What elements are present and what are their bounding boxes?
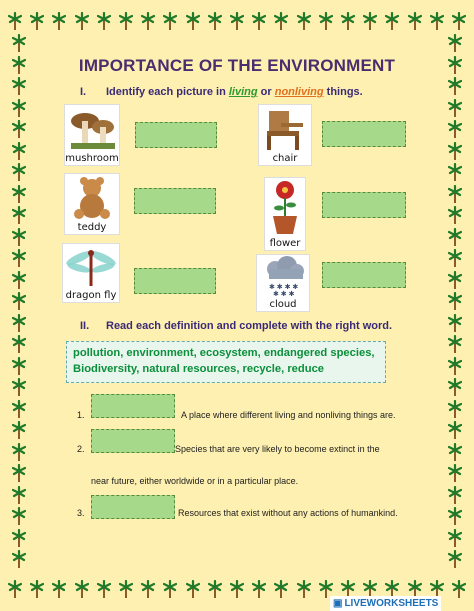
palm-tree-icon xyxy=(12,228,26,246)
palm-tree-icon xyxy=(452,580,466,598)
cloud-icon xyxy=(257,255,309,297)
cloud-label: cloud xyxy=(269,299,297,310)
mushroom-answer-field[interactable] xyxy=(135,122,217,148)
palm-tree-icon xyxy=(448,464,462,482)
question-1-text: A place where different living and nonliving things are. xyxy=(181,410,396,420)
cloud-picture xyxy=(256,254,310,312)
palm-tree-icon xyxy=(8,580,22,598)
palm-tree-icon xyxy=(448,249,462,267)
palm-tree-icon xyxy=(12,507,26,525)
palm-tree-icon xyxy=(252,12,266,30)
palm-tree-icon xyxy=(12,421,26,439)
instruction-end: things. xyxy=(323,86,363,98)
palm-tree-icon xyxy=(297,12,311,30)
word-bank-line-1: pollution, environment, ecosystem, endangered species, xyxy=(73,347,375,359)
palm-tree-icon xyxy=(12,357,26,375)
question-1-answer-field[interactable] xyxy=(91,394,175,418)
palm-tree-icon xyxy=(12,77,26,95)
palm-tree-icon xyxy=(12,378,26,396)
palm-tree-icon xyxy=(208,12,222,30)
palm-tree-icon xyxy=(97,12,111,30)
chair-label: chair xyxy=(272,153,298,164)
palm-tree-icon xyxy=(75,580,89,598)
instruction-or: or xyxy=(257,86,275,98)
question-2-text: Species that are very likely to become extinct in the xyxy=(175,444,380,454)
word-bank xyxy=(66,341,386,383)
palm-tree-icon xyxy=(274,580,288,598)
section-2-text: Read each definition and complete with the right word. xyxy=(106,320,393,332)
svg-text:✱ ✱ ✱: ✱ ✱ ✱ xyxy=(273,291,295,297)
palm-tree-icon xyxy=(448,314,462,332)
flower-label: flower xyxy=(269,238,301,249)
palm-tree-icon xyxy=(12,120,26,138)
teddy-picture xyxy=(64,173,120,235)
section-2-instruction xyxy=(80,320,392,332)
palm-tree-icon xyxy=(448,228,462,246)
palm-tree-icon xyxy=(448,378,462,396)
palm-tree-icon xyxy=(12,529,26,547)
question-2-number: 2. xyxy=(77,444,85,454)
instruction-text: Identify each picture in xyxy=(106,86,229,98)
palm-tree-icon xyxy=(12,163,26,181)
palm-tree-icon xyxy=(230,12,244,30)
mushroom-label: mushroom xyxy=(65,153,119,164)
palm-tree-icon xyxy=(12,400,26,418)
palm-tree-icon xyxy=(448,142,462,160)
palm-tree-icon xyxy=(252,580,266,598)
palm-tree-icon xyxy=(12,206,26,224)
brand-text: LIVEWORKSHEETS xyxy=(344,598,439,609)
palm-tree-icon xyxy=(119,12,133,30)
palm-tree-icon xyxy=(448,357,462,375)
palm-tree-icon xyxy=(163,580,177,598)
mushroom-icon xyxy=(65,105,119,153)
palm-tree-icon xyxy=(230,580,244,598)
question-3-number: 3. xyxy=(77,508,85,518)
question-1-number: 1. xyxy=(77,410,85,420)
flower-answer-field[interactable] xyxy=(322,192,406,218)
palm-tree-icon xyxy=(448,77,462,95)
palm-tree-icon xyxy=(12,271,26,289)
word-bank-line-2: Biodiversity, natural resources, recycle, reduce xyxy=(73,363,325,375)
dragonfly-label: dragon fly xyxy=(65,290,117,301)
palm-tree-icon xyxy=(448,443,462,461)
palm-tree-icon xyxy=(12,464,26,482)
palm-tree-icon xyxy=(141,580,155,598)
section-1-instruction xyxy=(80,86,363,98)
question-2-text-continued: near future, either worldwide or in a particular place. xyxy=(91,476,299,486)
section-2-number: II. xyxy=(80,320,90,332)
palm-tree-icon xyxy=(448,120,462,138)
palm-tree-icon xyxy=(341,12,355,30)
liveworksheets-icon: ▣ xyxy=(333,598,343,609)
palm-tree-icon xyxy=(12,34,26,52)
chair-icon xyxy=(259,105,311,153)
chair-picture xyxy=(258,104,312,166)
palm-tree-icon xyxy=(12,99,26,117)
palm-tree-icon xyxy=(12,142,26,160)
palm-tree-icon xyxy=(12,314,26,332)
palm-tree-icon xyxy=(448,335,462,353)
palm-tree-icon xyxy=(448,206,462,224)
palm-tree-icon xyxy=(448,507,462,525)
palm-tree-icon xyxy=(448,185,462,203)
palm-tree-icon xyxy=(448,421,462,439)
mushroom-picture xyxy=(64,104,120,166)
question-2-answer-field[interactable] xyxy=(91,429,175,453)
palm-tree-icon xyxy=(385,12,399,30)
palm-tree-icon xyxy=(274,12,288,30)
palm-tree-icon xyxy=(12,185,26,203)
svg-text:✱ ✱ ✱ ✱: ✱ ✱ ✱ ✱ xyxy=(269,284,299,291)
palm-tree-icon xyxy=(448,400,462,418)
palm-tree-icon xyxy=(448,99,462,117)
palm-tree-icon xyxy=(75,12,89,30)
palm-tree-icon xyxy=(12,292,26,310)
palm-tree-icon xyxy=(448,271,462,289)
palm-tree-icon xyxy=(12,486,26,504)
cloud-answer-field[interactable] xyxy=(322,262,406,288)
palm-tree-icon xyxy=(12,443,26,461)
palm-tree-icon xyxy=(448,550,462,568)
palm-tree-icon xyxy=(408,12,422,30)
question-3-answer-field[interactable] xyxy=(91,495,175,519)
palm-tree-icon xyxy=(319,12,333,30)
palm-tree-icon xyxy=(52,12,66,30)
page-title: IMPORTANCE OF THE ENVIRONMENT xyxy=(78,56,396,75)
palm-tree-icon xyxy=(186,12,200,30)
living-word: living xyxy=(228,86,258,98)
teddy-label: teddy xyxy=(77,222,107,233)
palm-tree-icon xyxy=(12,550,26,568)
dragonfly-icon xyxy=(63,244,119,288)
chair-answer-field[interactable] xyxy=(322,121,406,147)
nonliving-word: nonliving xyxy=(274,86,324,98)
dragonfly-picture xyxy=(62,243,120,303)
palm-tree-icon xyxy=(448,292,462,310)
palm-tree-icon xyxy=(448,486,462,504)
palm-tree-icon xyxy=(448,34,462,52)
liveworksheets-logo[interactable] xyxy=(330,596,441,611)
palm-tree-icon xyxy=(297,580,311,598)
palm-tree-icon xyxy=(12,249,26,267)
palm-tree-icon xyxy=(186,580,200,598)
palm-tree-icon xyxy=(52,580,66,598)
palm-tree-icon xyxy=(452,12,466,30)
palm-tree-icon xyxy=(430,12,444,30)
palm-tree-icon xyxy=(30,580,44,598)
palm-tree-icon xyxy=(208,580,222,598)
palm-tree-icon xyxy=(12,335,26,353)
teddy-answer-field[interactable] xyxy=(134,188,216,214)
palm-tree-icon xyxy=(97,580,111,598)
palm-tree-icon xyxy=(448,529,462,547)
palm-tree-icon xyxy=(119,580,133,598)
section-1-number: I. xyxy=(80,86,87,98)
palm-tree-icon xyxy=(448,163,462,181)
flower-picture xyxy=(264,177,306,251)
teddy-icon xyxy=(65,174,119,222)
flower-icon xyxy=(265,178,305,236)
question-3-text: Resources that exist without any actions of humankind. xyxy=(178,508,398,518)
palm-tree-icon xyxy=(363,12,377,30)
palm-tree-icon xyxy=(8,12,22,30)
palm-tree-icon xyxy=(30,12,44,30)
dragonfly-answer-field[interactable] xyxy=(134,268,216,294)
palm-tree-icon xyxy=(163,12,177,30)
palm-tree-icon xyxy=(141,12,155,30)
